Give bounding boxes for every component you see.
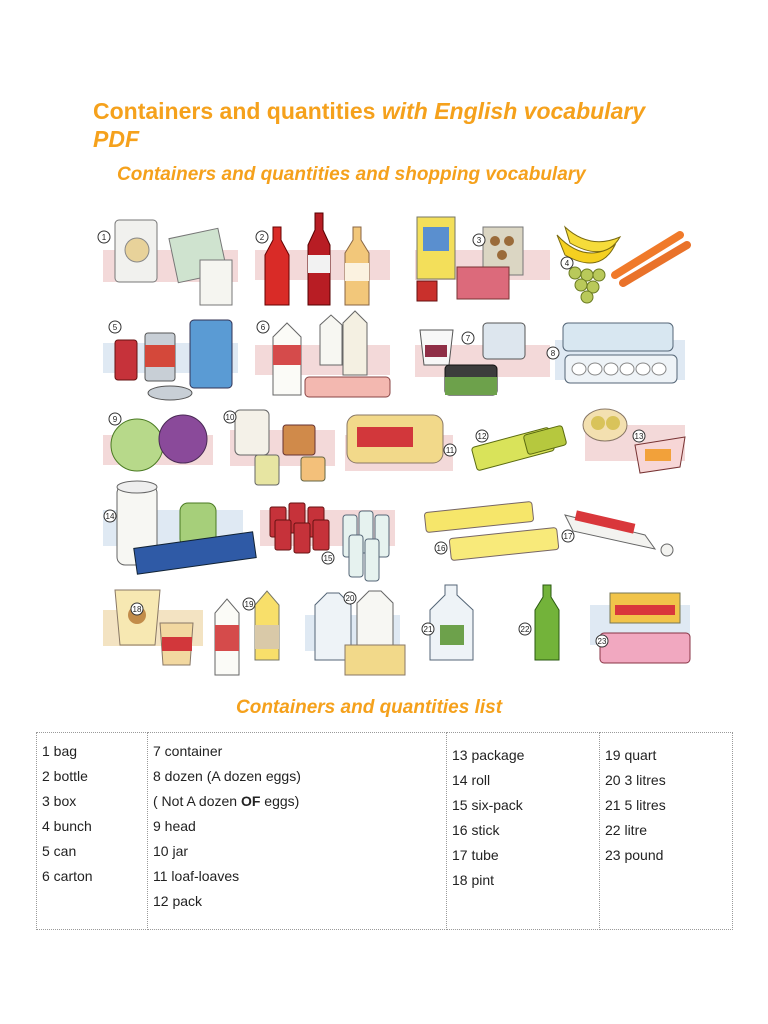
item-number: 17 bbox=[563, 532, 573, 541]
vocab-item-note bbox=[153, 789, 446, 814]
item-number: 11 bbox=[445, 446, 455, 455]
vocab-item: 11 loaf-loaves bbox=[153, 868, 240, 884]
vocab-column-4 bbox=[600, 733, 733, 930]
vocab-item: 21 5 litres bbox=[605, 797, 666, 813]
page-title bbox=[93, 97, 653, 153]
note-prefix: ( Not A dozen bbox=[153, 793, 241, 809]
item-number: 3 bbox=[476, 236, 482, 245]
vocab-item: 4 bunch bbox=[42, 818, 92, 834]
item-bunch-illustration bbox=[557, 227, 687, 303]
item-number: 4 bbox=[564, 259, 570, 268]
item-number: 8 bbox=[550, 349, 556, 358]
item-number: 2 bbox=[259, 233, 265, 242]
item-number: 1 bbox=[101, 233, 107, 242]
page-subtitle: Containers and quantities and shopping vocabulary bbox=[117, 164, 586, 185]
item-number: 19 bbox=[244, 600, 254, 609]
item-box-illustration bbox=[415, 217, 550, 301]
item-number: 12 bbox=[477, 432, 487, 441]
item-number: 20 bbox=[345, 594, 355, 603]
item-number: 23 bbox=[597, 637, 607, 646]
item-number: 16 bbox=[436, 544, 446, 553]
vocab-item: 13 package bbox=[452, 747, 525, 763]
vocab-item: 8 dozen (A dozen eggs) bbox=[153, 768, 301, 784]
item-bag-illustration bbox=[103, 220, 238, 305]
vocab-item: 16 stick bbox=[452, 822, 500, 838]
vocab-item: 9 head bbox=[153, 818, 196, 834]
item-number: 5 bbox=[112, 323, 118, 332]
vocab-item: 7 container bbox=[153, 743, 223, 759]
item-number: 10 bbox=[225, 413, 235, 422]
vocab-column-2 bbox=[148, 733, 447, 930]
item-carton-illustration bbox=[255, 311, 390, 397]
vocab-item: 5 can bbox=[42, 843, 77, 859]
item-loaf-illustration bbox=[345, 415, 453, 471]
vocab-item: 10 jar bbox=[153, 843, 189, 859]
item-number: 13 bbox=[634, 432, 644, 441]
vocabulary-table bbox=[36, 732, 733, 930]
vocab-item: 17 tube bbox=[452, 847, 499, 863]
table-row bbox=[37, 733, 733, 930]
item-litres-illustration bbox=[305, 591, 405, 675]
vocab-item: 15 six-pack bbox=[452, 797, 523, 813]
vocab-column-3 bbox=[447, 733, 600, 930]
item-number: 7 bbox=[465, 334, 471, 343]
vocab-item: 6 carton bbox=[42, 868, 93, 884]
item-number: 18 bbox=[132, 605, 142, 614]
vocab-item: 14 roll bbox=[452, 772, 491, 788]
vocab-item: 2 bottle bbox=[42, 768, 88, 784]
list-title: Containers and quantities list bbox=[236, 697, 503, 718]
item-number: 9 bbox=[112, 415, 118, 424]
item-container-illustration bbox=[415, 323, 550, 395]
item-jar-illustration bbox=[230, 410, 335, 485]
note-suffix: eggs) bbox=[260, 793, 300, 809]
item-number: 22 bbox=[520, 625, 530, 634]
item-number: 21 bbox=[423, 625, 433, 634]
vocab-item: 1 bag bbox=[42, 743, 78, 759]
vocab-item: 20 3 litres bbox=[605, 772, 666, 788]
item-number: 14 bbox=[105, 512, 115, 521]
vocab-item: 12 pack bbox=[153, 893, 203, 909]
note-emphasis: OF bbox=[240, 793, 261, 809]
vocab-item: 18 pint bbox=[452, 872, 495, 888]
vocabulary-illustration bbox=[95, 205, 695, 680]
item-pound-illustration bbox=[590, 593, 690, 663]
vocab-item: 22 litre bbox=[605, 822, 648, 838]
item-litre-illustration bbox=[535, 585, 559, 660]
item-number: 15 bbox=[323, 554, 333, 563]
item-six-pack-illustration bbox=[260, 503, 395, 581]
item-roll-illustration bbox=[103, 481, 256, 574]
vocab-item: 23 pound bbox=[605, 847, 664, 863]
vocab-item: 3 box bbox=[42, 793, 77, 809]
item-can-illustration bbox=[103, 320, 238, 400]
item-bottle-illustration bbox=[255, 213, 390, 305]
title-plain: Containers and quantities bbox=[93, 98, 382, 124]
item-number: 6 bbox=[260, 323, 266, 332]
item-5-litres-illustration bbox=[430, 585, 473, 660]
item-dozen-illustration bbox=[555, 323, 685, 383]
item-package-illustration bbox=[583, 409, 685, 473]
item-tube-illustration bbox=[565, 510, 673, 556]
vocab-column-1 bbox=[37, 733, 148, 930]
vocab-item: 19 quart bbox=[605, 747, 657, 763]
title-italic: with English vocabulary PDF bbox=[93, 98, 646, 152]
item-pint-illustration bbox=[103, 590, 203, 665]
